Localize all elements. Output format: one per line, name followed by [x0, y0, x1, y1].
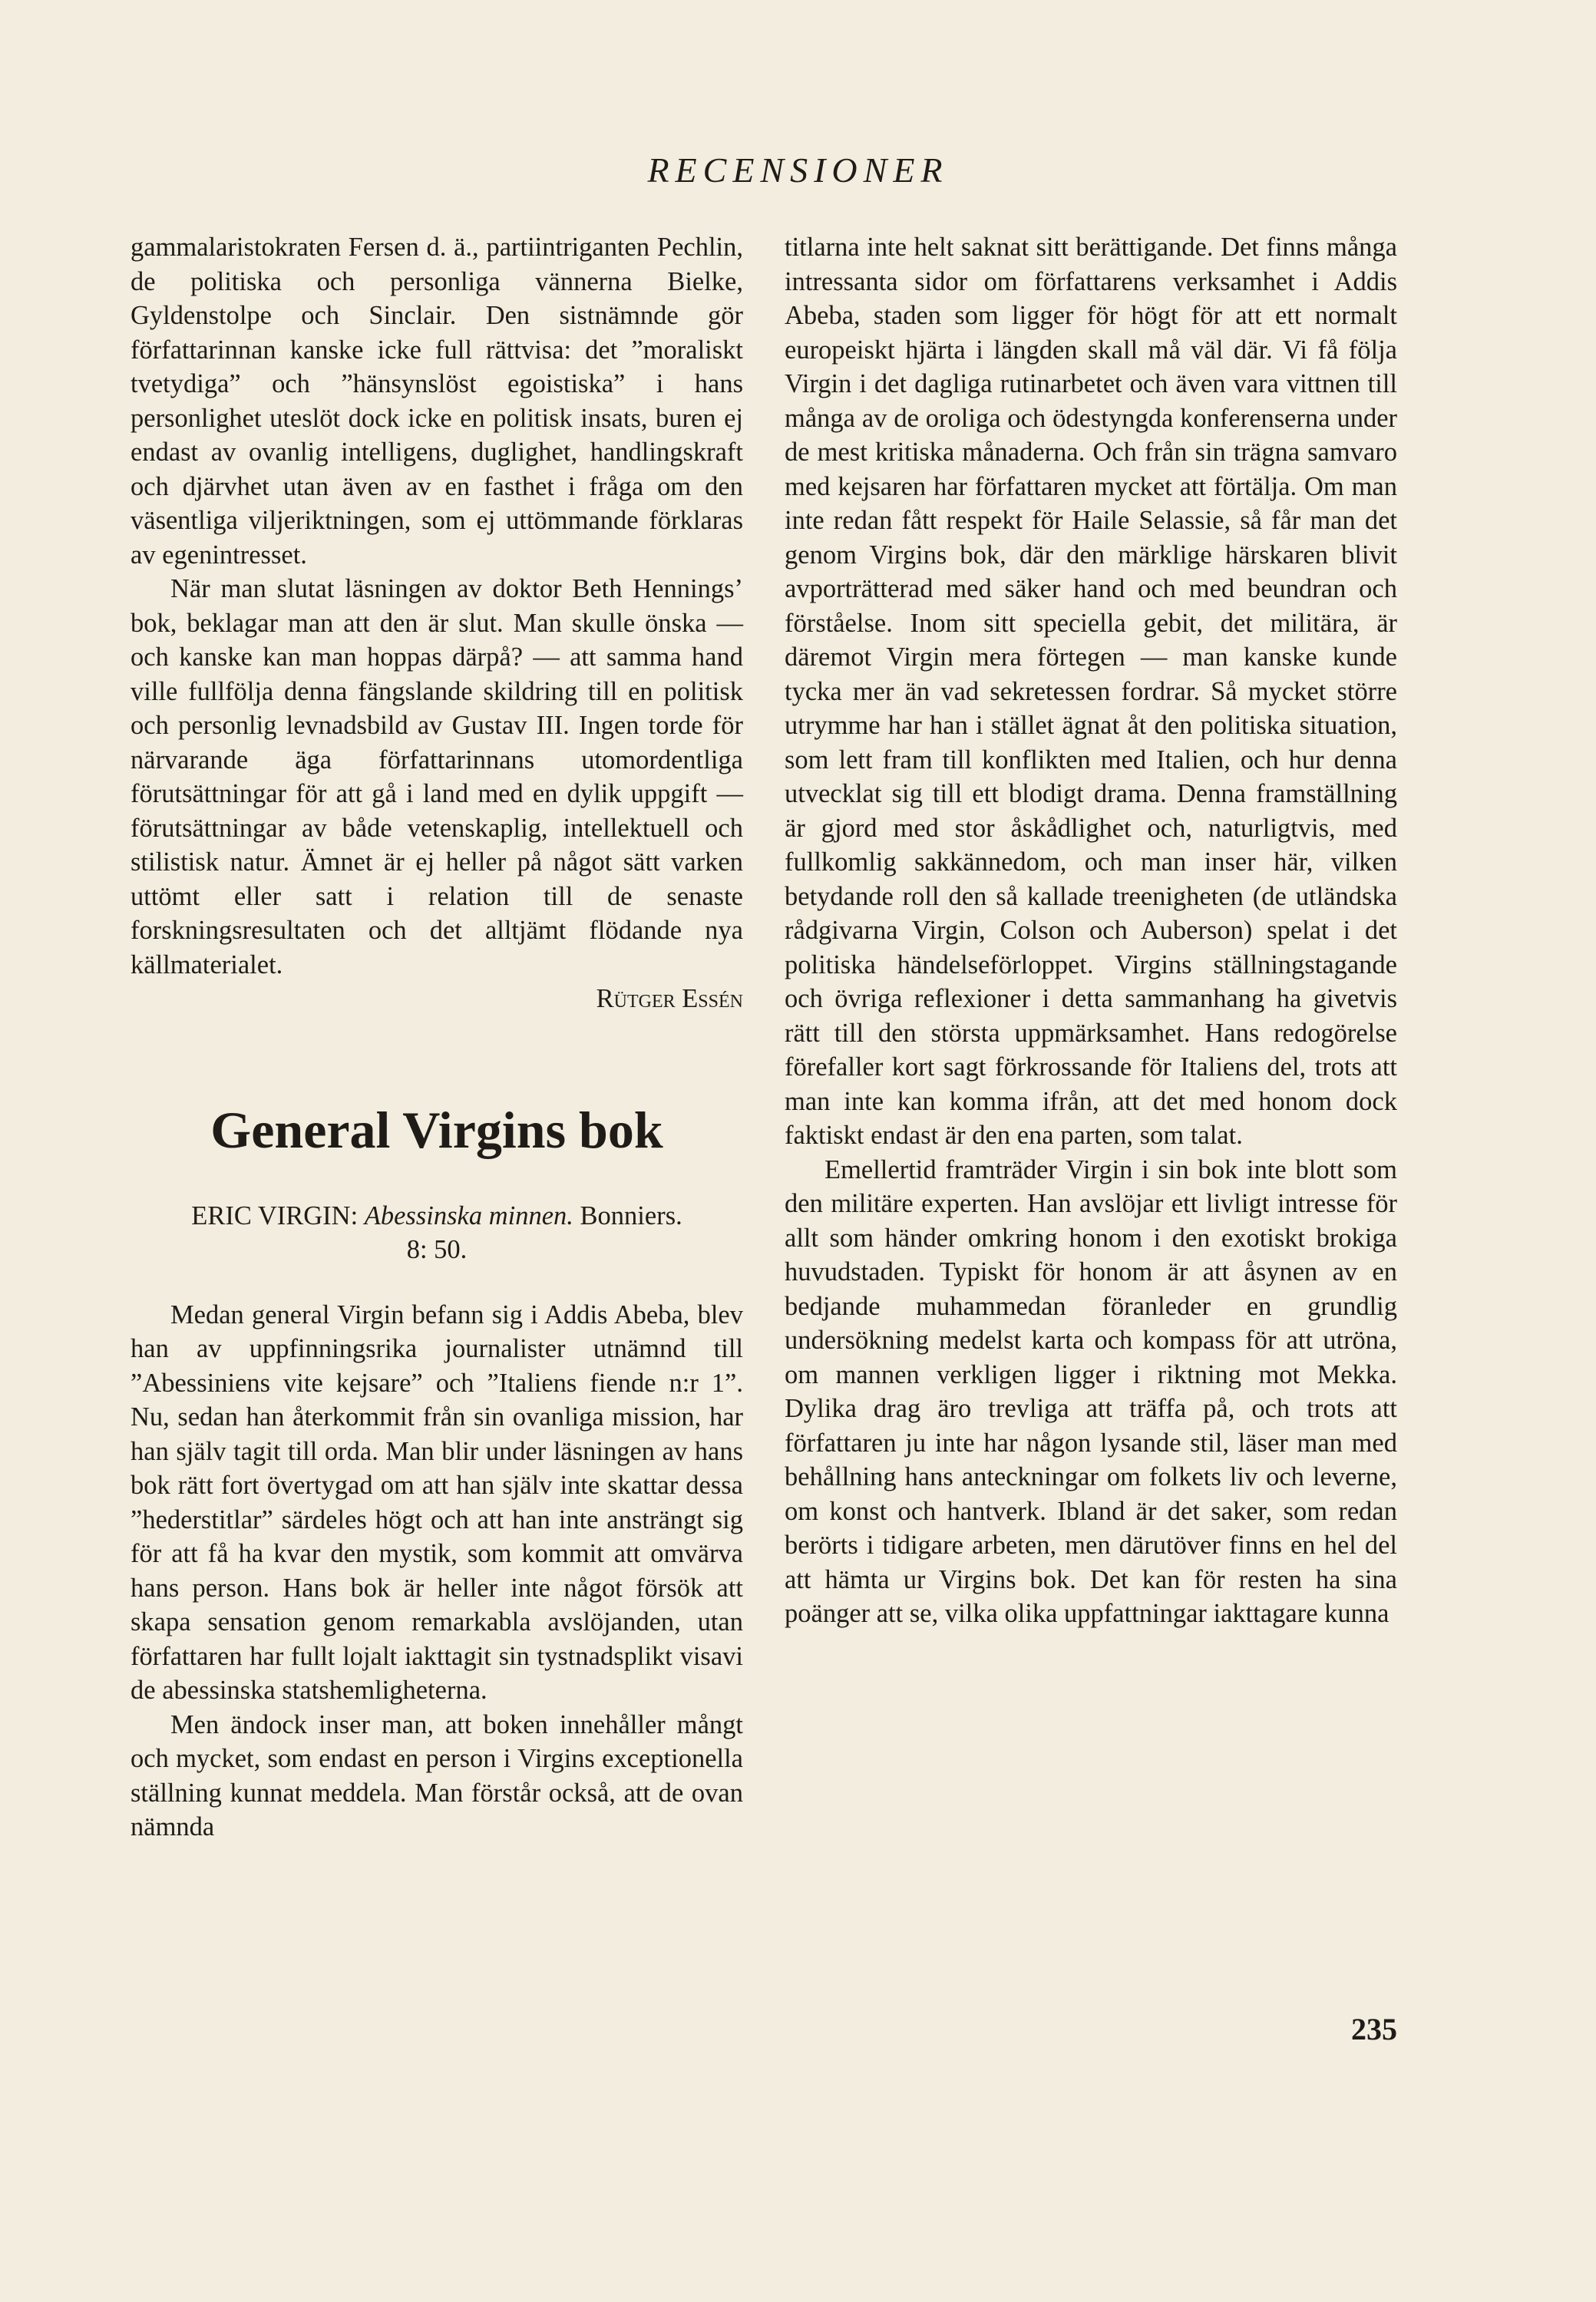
paragraph-fersen: gammalaristokraten Fersen d. ä., partiintriganten Pechlin, de politiska och personliga vännerna Bielke, Gyldenstolpe och Sinclair. Den sistnämnde gör författarinnan kanske icke full rättvisa: det ”moraliskt tvetydiga” och ”hänsynslöst egoistiska” i hans personlighet uteslöt dock icke en politisk insats, buren ej endast av ovanlig intelligens, duglighet, handlingskraft och djärvhet utan även av en fasthet i fråga om den väsentliga viljeriktningen, som ej uttömmande förklaras av egenintresset. [131, 233, 743, 570]
paragraph-hennings: När man slutat läsningen av doktor Beth Hennings’ bok, beklagar man att den är slut. Man skulle önska — och kanske kan man hoppas därpå? — att samma hand ville fullfölja denna fängslande skildring till en politisk och personlig levnadsbild av Gustav III. Ingen torde för närvarande äga författarinnans utomordentliga förutsättningar för att gå i land med en dylik uppgift — förutsättningar av både vetenskaplig, intellektuell och stilistisk natur. Ämnet är ej heller på något sätt varken uttömt eller satt i relation till de senaste forskningsresultaten och det alltjämt flödande nya källmaterialet. [131, 574, 743, 979]
right-column [785, 230, 1397, 1631]
book-citation [131, 1199, 743, 1267]
book-price: 8: 50. [406, 1235, 468, 1264]
paragraph-expert: Emellertid framträder Virgin i sin bok inte blott som den militäre experten. Han avslöjar ett livligt intresse för allt som händer omkring honom i den exotiskt brokiga huvudstaden. Typiskt för honom är att åsynen av en bedjande muhammedan föranleder en grundlig undersökning medelst karta och kompass för att utröna, om mannen verkligen ligger i riktning mot Mekka. Dylika drag äro trevliga att träffa på, och trots att författaren ju inte har någon lysande stil, läser man med behållning hans anteckningar om folkets liv och leverne, om konst och hantverk. Ibland är det saker, som redan berörts i tidigare arbeten, men därutöver finns en hel del att hämta ur Virgins bok. Det kan för resten ha sina poänger att se, vilka olika uppfattningar iakttagare kunna [785, 1154, 1397, 1628]
reviewer-signature: Rütger Essén [596, 984, 743, 1013]
running-head: RECENSIONER [647, 150, 949, 190]
review-title: General Virgins bok [210, 1100, 663, 1159]
page-number: 235 [1351, 2012, 1397, 2046]
paragraph-virgin-addis: Medan general Virgin befann sig i Addis Abeba, blev han av uppfinningsrika journalister utnämnd till ”Abessiniens vite kejsare” och ”Italiens fiende n:r 1”. Nu, sedan han återkommit från sin ovanliga mission, har han själv tagit till orda. Man blir under läsningen av hans bok rätt fort övertygad om att han själv inte skattar dessa ”hederstitlar” särdeles högt och att han inte ansträngt sig för att få ha kvar den mystik, som kommit att omvärva hans person. Hans bok är heller inte något försök att skapa sensation genom remarkabla avslöjanden, utan författaren har fullt lojalt iakttagit sin tystnadsplikt visavi de abessinska statshemligheterna. [131, 1300, 743, 1705]
left-column [131, 230, 743, 1845]
book-publisher: Bonniers. [580, 1201, 682, 1230]
book-author: ERIC VIRGIN: [191, 1201, 359, 1230]
paragraph-titles: titlarna inte helt saknat sitt berättigande. Det finns många intressanta sidor om författarens verksamhet i Addis Abeba, staden som ligger för högt för att ett normalt europeiskt hjärta i längden skall må väl där. Vi få följa Virgin i det dagliga rutinarbetet och även vara vittnen till många av de oroliga och ödestyngda konferenserna under de mest kritiska månaderna. Och från sin trägna samvaro med kejsaren har författaren mycket att förtälja. Om man inte redan fått respekt för Haile Selassie, så får man det genom Virgins bok, där den märklige härskaren blivit avporträtterad med säker hand och med beundran och förståelse. Inom sitt speciella gebit, det militära, är däremot Virgin mera förtegen — man kanske kunde tycka mer än vad sekretessen fordrar. Så mycket större utrymme har han i stället ägnat åt den politiska situation, som lett fram till konflikten med Italien, och hur denna utvecklat sig till ett blodigt drama. Denna framställning är gjord med stor åskådlighet och, naturligtvis, med fullkomlig sakkännedom, och man inser här, vilken betydande roll den så kallade treenigheten (de utländska rådgivarna Virgin, Colson och Auberson) spelat i det politiska händelseförloppet. Virgins ställningstagande och övriga reflexioner i detta sammanhang ha givetvis rätt till den största uppmärksamhet. Hans redogörelse förefaller kort sagt förkrossande för Italiens del, trots att man inte kan komma ifrån, att det med honom dock faktiskt endast är den ena parten, som talat. [785, 233, 1397, 1150]
paragraph-virgin-contents: Men ändock inser man, att boken innehåller mångt och mycket, som endast en person i Virgins exceptionella ställning kunnat meddela. Man förstår också, att de ovan nämnda [131, 1709, 743, 1841]
book-title: Abessinska minnen. [364, 1201, 573, 1230]
